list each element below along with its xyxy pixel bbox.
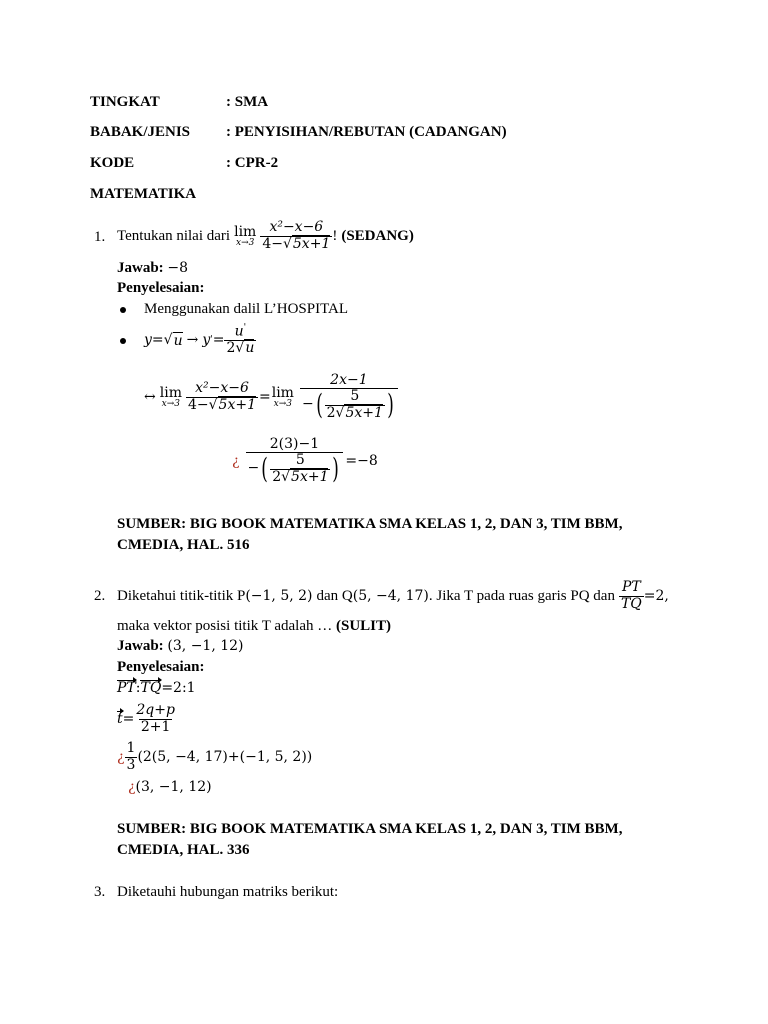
label-kode: KODE xyxy=(90,155,135,171)
q2-prompt-c: . Jika T pada ruas garis PQ dan xyxy=(428,587,615,604)
q1-den-left: 4− xyxy=(262,235,283,252)
q2-line4-q: ¿ xyxy=(128,779,136,795)
q1-step2-inner: $\frac{5}{2√5x+1}$ xyxy=(272,452,329,485)
q2-line2-frac xyxy=(134,703,177,735)
q2-line3 xyxy=(117,738,312,776)
q1-step1-den2: − ( $\frac{5}{2√5x+1}$ ) xyxy=(300,388,398,421)
q1-step2-two: 2 xyxy=(272,468,282,485)
q1-step1-lim2 xyxy=(272,386,294,409)
q1-source-line2: CMEDIA, HAL. 516 xyxy=(117,537,250,553)
q2-line4-body: (3, −1, 12) xyxy=(135,779,212,795)
q1-step1-den1-sqrt: 5x+1 xyxy=(218,396,256,413)
q1-step1-lim2-text: lim xyxy=(271,384,294,401)
q1-step1-lim2-sub: x→3 xyxy=(273,398,292,409)
q1-b2-sqrt: u xyxy=(173,332,183,349)
value-babak: : PENYISIHAN/REBUTAN (CADANGAN) xyxy=(226,124,507,140)
q2-line2-den: 2+1 xyxy=(140,718,171,735)
q2-p-coord: (−1, 5, 2) xyxy=(245,588,313,604)
q1-step2-frac xyxy=(246,437,344,485)
q1-fraction xyxy=(260,220,332,252)
q1-lim-sub: x→3 xyxy=(236,237,255,248)
q1-step2 xyxy=(232,428,378,494)
q1-den-sqrt: 5x+1 xyxy=(292,235,331,252)
q2-line1 xyxy=(117,680,196,696)
q2-ratio xyxy=(619,580,644,612)
q2-prompt-a: Diketahui titik-titik P xyxy=(117,587,246,604)
q2-q-coord: (5, −4, 17) xyxy=(352,588,429,604)
q1-step2-num: 2(3)−1 xyxy=(269,435,320,452)
q2-prompt-line2 xyxy=(117,618,391,635)
q1-b2-num: u' xyxy=(234,322,247,340)
q2-line2 xyxy=(117,700,177,738)
q2-line3-den: 3 xyxy=(126,756,136,773)
q2-answer-line xyxy=(117,638,244,655)
q1-b2-num-text: u xyxy=(234,323,244,340)
q1-answer-label: Jawab: xyxy=(117,260,164,276)
q1-step1: ↔ lim x→3 $\frac{\text{x²−x−6}}{4-√5x+1}$ = lim x→3 2x−1 − ( $\frac{5}{2√5x+1}$ ) xyxy=(144,364,398,430)
q2-vec-tq: TQ xyxy=(140,680,162,696)
q3-number: 3. xyxy=(94,884,106,900)
q1-lim xyxy=(234,225,256,248)
q1-bullet2: y= √ u → y ' = $\frac{u'}{2√u}$ xyxy=(144,322,255,356)
q2-ratio-val: =2, xyxy=(643,588,669,604)
q1-step2-five: 5 xyxy=(295,452,305,469)
label-tingkat: TINGKAT xyxy=(90,94,160,110)
q2-vec-pt: PT xyxy=(117,680,136,696)
q1-b2-arrow: → xyxy=(186,332,199,348)
q1-level: (SEDANG) xyxy=(341,227,414,244)
q1-step2-result: =−8 xyxy=(345,453,378,469)
q2-answer-label: Jawab: xyxy=(117,638,164,654)
q1-exclaim: ! xyxy=(332,227,338,244)
subject-title: MATEMATIKA xyxy=(90,186,197,202)
q1-b2-y: y xyxy=(202,332,211,348)
q1-source-line1: SUMBER: BIG BOOK MATEMATIKA SMA KELAS 1, 2, DAN 3, TIM BBM, xyxy=(117,516,623,532)
q1-bullet1: Menggunakan dalil L’HOSPITAL xyxy=(144,301,349,317)
q2-line3-body: (2(5, −4, 17)+(−1, 5, 2)) xyxy=(137,749,313,765)
q1-step1-lim xyxy=(160,386,182,409)
q1-step1-five: 5 xyxy=(350,388,360,405)
q2-prompt-d: maka vektor posisi titik T adalah … xyxy=(117,618,333,634)
q1-step1-arrow: ↔ xyxy=(144,389,156,405)
q1-step1-lim-sub: x→3 xyxy=(161,398,181,409)
q1-b2-fraction xyxy=(224,324,256,356)
q2-source-line2: CMEDIA, HAL. 336 xyxy=(117,842,250,858)
q1-step1-num2: 2x−1 xyxy=(330,371,368,388)
q1-number: 1. xyxy=(94,229,106,245)
q2-line2-num: 2q+p xyxy=(136,702,175,719)
q1-b2-den-sqrt: u xyxy=(245,339,255,356)
q2-number: 2. xyxy=(94,588,106,604)
q1-step1-num1: x²−x−6 xyxy=(195,380,249,397)
q1-answer-value: −8 xyxy=(167,260,189,276)
q1-solution-label: Penyelesaian: xyxy=(117,280,205,296)
q1-step1-two: 2 xyxy=(326,404,336,421)
q1-step2-q: ¿ xyxy=(232,453,240,469)
q2-prompt-b: dan Q xyxy=(316,587,353,604)
q1-numerator: x²−x−6 xyxy=(269,219,324,236)
q2-colon: : xyxy=(135,680,141,696)
q2-line3-q: ¿ xyxy=(117,749,125,765)
q2-line3-frac xyxy=(125,741,138,773)
q2-line3-num: 1 xyxy=(126,740,136,757)
q2-answer-value: (3, −1, 12) xyxy=(167,638,244,654)
q2-line2-eq: = xyxy=(122,711,135,727)
q1-step1-lim-text: lim xyxy=(159,384,182,401)
bullet-dot xyxy=(120,338,126,344)
q2-ratio-num: PT xyxy=(621,579,641,596)
q3-prompt: Diketauhi hubungan matriks berikut: xyxy=(117,884,339,900)
q1-b2-den: 2√u xyxy=(226,339,255,356)
q1-lim-text: lim xyxy=(234,223,257,240)
q2-line4 xyxy=(128,779,212,795)
q1-step1-frac1 xyxy=(186,381,258,413)
q2-vec-t: t xyxy=(117,711,123,727)
q1-step1-inner-sqrt: 5x+1 xyxy=(345,404,383,421)
q1-denominator: 4−√5x+1 xyxy=(262,235,331,252)
q1-b2-eq: = xyxy=(212,332,225,348)
q2-ratio-den: TQ xyxy=(620,595,642,612)
bullet-dot xyxy=(120,307,126,313)
q1-b2-den-text: 2 xyxy=(226,339,236,356)
q2-level: (SULIT) xyxy=(336,618,392,634)
q2-ratio-result: =2:1 xyxy=(161,680,196,696)
q1-prompt: Tentukan nilai dari xyxy=(117,227,231,244)
label-babak: BABAK/JENIS xyxy=(90,124,191,140)
q2-prompt-line xyxy=(117,576,669,616)
q1-step1-frac2 xyxy=(300,373,398,421)
value-tingkat: : SMA xyxy=(226,94,269,110)
q2-solution-label: Penyelesaian: xyxy=(117,659,205,675)
q2-source-line1: SUMBER: BIG BOOK MATEMATIKA SMA KELAS 1, 2, DAN 3, TIM BBM, xyxy=(117,821,623,837)
q1-step1-den1-left: 4− xyxy=(187,396,209,413)
q1-b2-lhs: y= xyxy=(144,332,164,348)
q1-step2-inner-sqrt: 5x+1 xyxy=(291,468,329,485)
value-kode: : CPR-2 xyxy=(226,155,279,171)
q1-step1-inner: $\frac{5}{2√5x+1}$ xyxy=(326,388,383,421)
q1-answer-line xyxy=(117,260,188,277)
q1-step2-den: − ( $\frac{5}{2√5x+1}$ ) xyxy=(246,452,344,485)
q1-prompt-line xyxy=(117,216,414,256)
q1-step1-den1: 4−√5x+1 xyxy=(187,396,256,413)
